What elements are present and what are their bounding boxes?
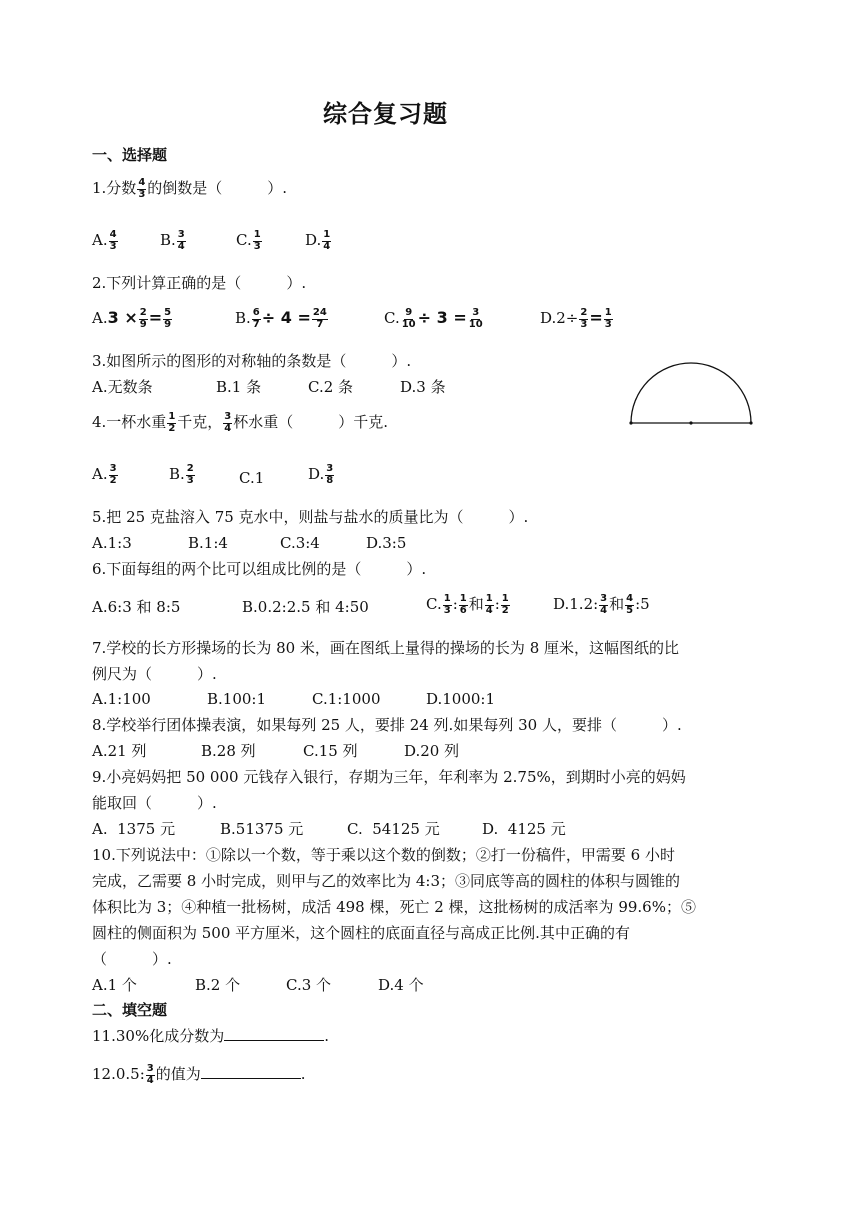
question-6-options: A.6:3 和 8:5 B.0.2:2.5 和 4:50 C. $\frac{1}{3}$ : $\frac{1}{6}$ 和 $\frac{1}{4}$ : $\frac{1}{2}$ D.1.2: $\frac{3}{4}$ 和 $\frac{4}{5}$ :5 [92, 593, 650, 616]
question-9-options: A. 1375 元 B.51375 元 C. 54125 元 D. 4125 元 [92, 820, 566, 838]
question-5: 5.把 25 克盐溶入 75 克水中，则盐与盐水的质量比为（ ）. [92, 508, 529, 526]
answer-blank[interactable] [224, 1028, 324, 1041]
question-7-line2: 例尺为（ ）. [92, 665, 217, 683]
question-2: 2.下列计算正确的是（ ）. [92, 274, 307, 292]
question-9-line1: 9.小亮妈妈把 50 000 元钱存入银行，存期为三年，年利率为 2.75%，到期时小亮的妈妈 [92, 768, 686, 786]
question-10-options: A.1 个 B.2 个 C.3 个 D.4 个 [92, 976, 424, 994]
question-3: 3.如图所示的图形的对称轴的条数是（ ）. [92, 352, 412, 370]
question-4-options: A. $\frac{3}{2}$ B. $\frac{2}{3}$ C.1 D. $\frac{3}{8}$ [92, 463, 334, 487]
fraction: $\frac{4}{3}$ [138, 177, 146, 200]
question-7-options: A.1:100 B.100:1 C.1:1000 D.1000:1 [92, 690, 496, 708]
page-title: 综合复习题 [323, 100, 448, 128]
question-8-options: A.21 列 B.28 列 C.15 列 D.20 列 [92, 742, 460, 760]
question-4: 4.一杯水重 $\frac{1}{2}$ 千克， $\frac{3}{4}$ 杯水重（ ）千克. [92, 411, 389, 434]
question-8: 8.学校举行团体操表演，如果每列 25 人，要排 24 列.如果每列 30 人，要排（ ）. [92, 716, 682, 734]
question-6: 6.下面每组的两个比可以组成比例的是（ ）. [92, 560, 427, 578]
question-9-line2: 能取回（ ）. [92, 794, 217, 812]
question-10-line2: 完成，乙需要 8 小时完成，则甲与乙的效率比为 4:3；③同底等高的圆柱的体积与圆锥的 [92, 872, 680, 890]
section-heading-fill: 二、填空题 [92, 1001, 168, 1019]
semicircle-figure [625, 360, 757, 430]
section-heading-choice: 一、选择题 [92, 146, 168, 164]
question-10-line5: （ ）. [92, 950, 172, 968]
question-1: 1.分数 $\frac{4}{3}$ 的倒数是（ ）. [92, 177, 288, 200]
question-12: 12.0.5: $\frac{3}{4}$ 的值为 . [92, 1063, 306, 1086]
question-10-line4: 圆柱的侧面积为 500 平方厘米，这个圆柱的底面直径与高成正比例.其中正确的有 [92, 924, 630, 942]
question-7-line1: 7.学校的长方形操场的长为 80 米，画在图纸上量得的操场的长为 8 厘米，这幅图纸的比 [92, 639, 680, 657]
question-10-line3: 体积比为 3；④种植一批杨树，成活 498 棵，死亡 2 棵，这批杨树的成活率为 99.6%；⑤ [92, 898, 696, 916]
question-3-options: A.无数条 B.1 条 C.2 条 D.3 条 [92, 378, 446, 396]
question-11: 11.30%化成分数为 . [92, 1027, 329, 1045]
answer-blank[interactable] [201, 1066, 301, 1079]
question-5-options: A.1:3 B.1:4 C.3:4 D.3:5 [92, 534, 407, 552]
question-10-line1: 10.下列说法中：①除以一个数，等于乘以这个数的倒数；②打一份稿件，甲需要 6 小时 [92, 846, 675, 864]
question-2-options: A.3 × $\frac{2}{9}$ = $\frac{5}{9}$ B. $\frac{6}{7}$ ÷ 4 = $\frac{24}{7}$ C. $\frac{9}{10}$ ÷ 3 = $\frac{3}{10}$ D.2÷ $\frac{2}{3}$ = $\frac{1}{3}$ [92, 307, 612, 330]
